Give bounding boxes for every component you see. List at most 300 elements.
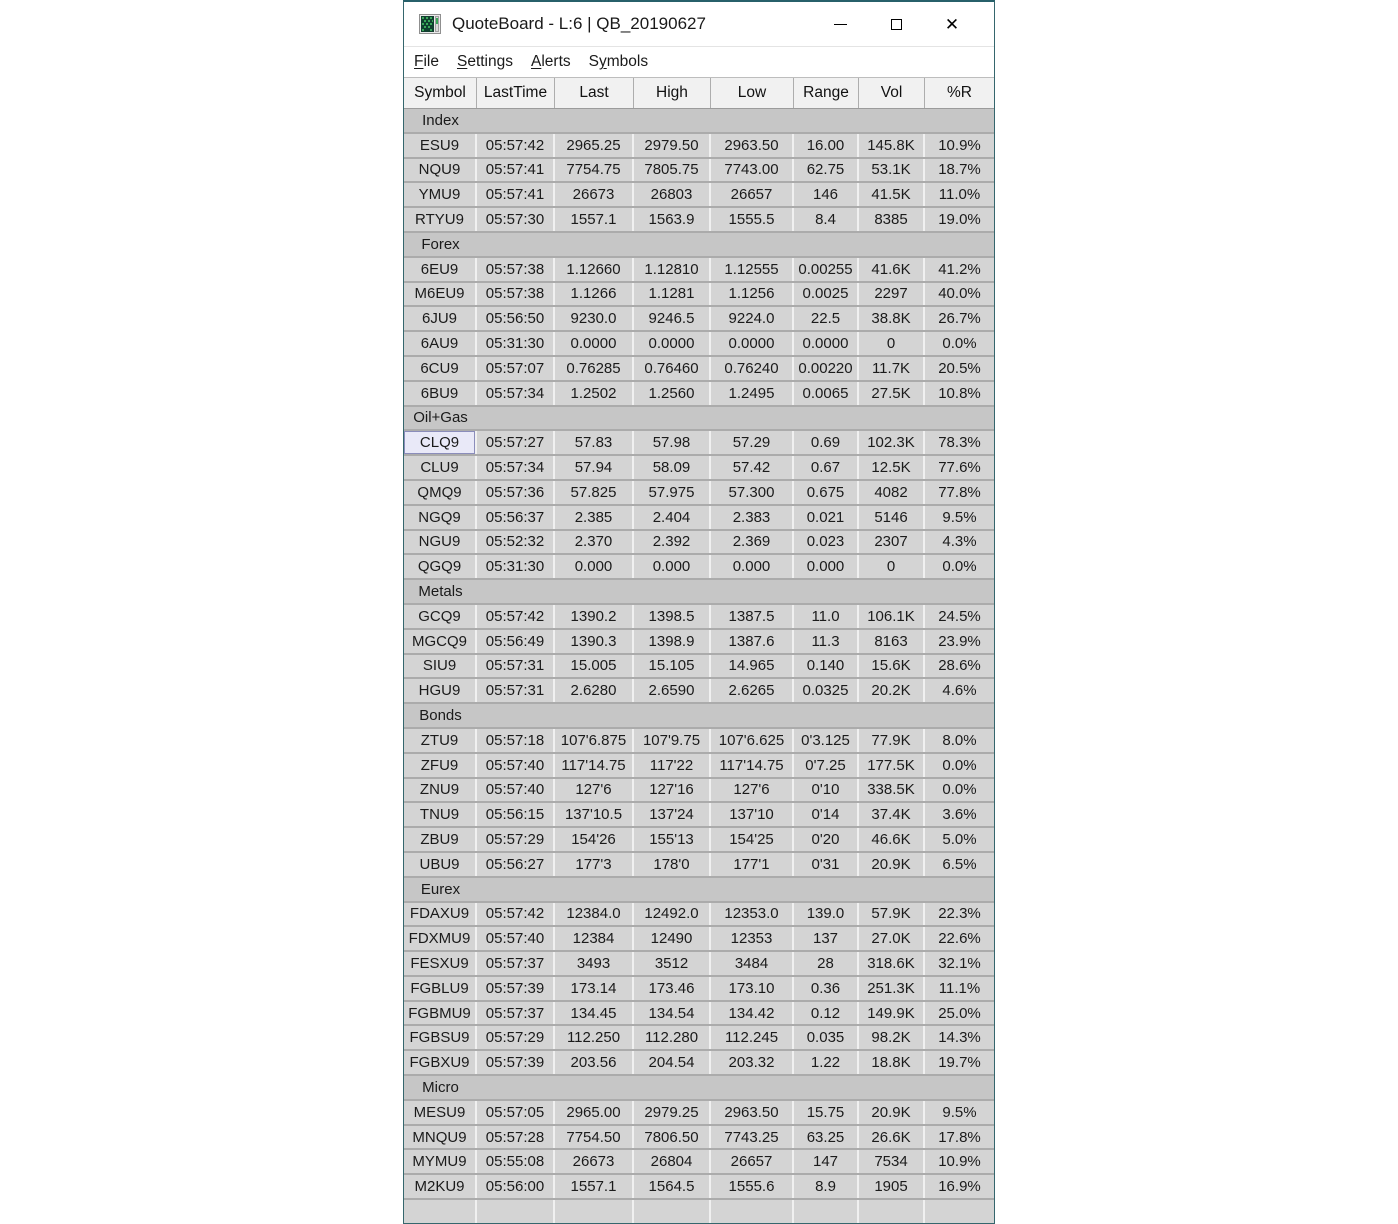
cell-last[interactable]: 112.250 <box>555 1026 632 1049</box>
cell-last[interactable]: 26673 <box>555 183 632 206</box>
empty-cell[interactable] <box>859 1200 923 1223</box>
cell-last[interactable]: 1390.3 <box>555 630 632 653</box>
symbol-cell[interactable]: MNQU9 <box>404 1126 475 1149</box>
empty-cell[interactable] <box>477 1200 553 1223</box>
cell-high[interactable]: 0.0000 <box>634 332 709 355</box>
cell-vol[interactable]: 27.5K <box>859 382 923 405</box>
cell-lasttime[interactable]: 05:57:41 <box>477 183 553 206</box>
symbol-cell[interactable]: FGBMU9 <box>404 1002 475 1025</box>
cell-range[interactable]: 0.36 <box>794 977 857 1000</box>
cell-low[interactable]: 0.0000 <box>711 332 792 355</box>
cell-last[interactable]: 57.94 <box>555 456 632 479</box>
cell-lasttime[interactable]: 05:57:18 <box>477 729 553 752</box>
symbol-cell[interactable]: 6AU9 <box>404 332 475 355</box>
cell-range[interactable]: 0.12 <box>794 1002 857 1025</box>
cell-vol[interactable]: 77.9K <box>859 729 923 752</box>
menu-item-alerts[interactable]: Alerts <box>531 53 571 70</box>
empty-cell[interactable] <box>711 1200 792 1223</box>
cell-lasttime[interactable]: 05:52:32 <box>477 531 553 554</box>
empty-cell[interactable] <box>555 1200 632 1223</box>
cell-pctr[interactable]: 9.5% <box>925 1101 994 1124</box>
cell-low[interactable]: 154'25 <box>711 828 792 851</box>
cell-low[interactable]: 12353.0 <box>711 903 792 926</box>
cell-range[interactable]: 147 <box>794 1150 857 1173</box>
cell-vol[interactable]: 1905 <box>859 1175 923 1198</box>
symbol-cell[interactable]: NGU9 <box>404 531 475 554</box>
cell-range[interactable]: 0.675 <box>794 481 857 504</box>
symbol-cell[interactable]: 6EU9 <box>404 258 475 281</box>
cell-range[interactable]: 1.22 <box>794 1051 857 1074</box>
cell-pctr[interactable]: 10.8% <box>925 382 994 405</box>
column-header-symbol[interactable]: Symbol <box>404 78 477 108</box>
column-header-range[interactable]: Range <box>794 78 859 108</box>
cell-low[interactable]: 14.965 <box>711 655 792 678</box>
cell-high[interactable]: 7805.75 <box>634 159 709 182</box>
cell-high[interactable]: 204.54 <box>634 1051 709 1074</box>
symbol-cell[interactable]: ZBU9 <box>404 828 475 851</box>
cell-last[interactable]: 57.83 <box>555 431 632 454</box>
cell-low[interactable]: 107'6.625 <box>711 729 792 752</box>
cell-low[interactable]: 1.12555 <box>711 258 792 281</box>
cell-last[interactable]: 7754.75 <box>555 159 632 182</box>
symbol-cell[interactable]: SIU9 <box>404 655 475 678</box>
symbol-cell[interactable]: QMQ9 <box>404 481 475 504</box>
cell-high[interactable]: 137'24 <box>634 803 709 826</box>
cell-last[interactable]: 137'10.5 <box>555 803 632 826</box>
cell-high[interactable]: 7806.50 <box>634 1126 709 1149</box>
cell-high[interactable]: 12492.0 <box>634 903 709 926</box>
cell-lasttime[interactable]: 05:57:29 <box>477 828 553 851</box>
cell-lasttime[interactable]: 05:57:30 <box>477 208 553 231</box>
cell-low[interactable]: 2963.50 <box>711 1101 792 1124</box>
cell-vol[interactable]: 37.4K <box>859 803 923 826</box>
cell-high[interactable]: 2.6590 <box>634 679 709 702</box>
cell-lasttime[interactable]: 05:57:39 <box>477 1051 553 1074</box>
cell-last[interactable]: 154'26 <box>555 828 632 851</box>
cell-range[interactable]: 63.25 <box>794 1126 857 1149</box>
cell-low[interactable]: 1555.5 <box>711 208 792 231</box>
cell-last[interactable]: 0.000 <box>555 555 632 578</box>
cell-vol[interactable]: 41.5K <box>859 183 923 206</box>
cell-last[interactable]: 0.0000 <box>555 332 632 355</box>
cell-lasttime[interactable]: 05:57:05 <box>477 1101 553 1124</box>
cell-vol[interactable]: 5146 <box>859 506 923 529</box>
cell-last[interactable]: 12384.0 <box>555 903 632 926</box>
cell-vol[interactable]: 53.1K <box>859 159 923 182</box>
cell-vol[interactable]: 20.9K <box>859 853 923 876</box>
cell-low[interactable]: 26657 <box>711 183 792 206</box>
cell-low[interactable]: 117'14.75 <box>711 754 792 777</box>
close-button[interactable] <box>924 2 980 46</box>
cell-range[interactable]: 0'31 <box>794 853 857 876</box>
cell-pctr[interactable]: 22.3% <box>925 903 994 926</box>
cell-low[interactable]: 57.42 <box>711 456 792 479</box>
cell-vol[interactable]: 41.6K <box>859 258 923 281</box>
cell-high[interactable]: 127'16 <box>634 779 709 802</box>
symbol-cell[interactable]: M6EU9 <box>404 283 475 306</box>
cell-vol[interactable]: 27.0K <box>859 927 923 950</box>
cell-high[interactable]: 58.09 <box>634 456 709 479</box>
cell-range[interactable]: 0.67 <box>794 456 857 479</box>
cell-pctr[interactable]: 20.5% <box>925 357 994 380</box>
cell-last[interactable]: 1557.1 <box>555 208 632 231</box>
cell-lasttime[interactable]: 05:56:27 <box>477 853 553 876</box>
cell-high[interactable]: 26803 <box>634 183 709 206</box>
cell-vol[interactable]: 46.6K <box>859 828 923 851</box>
symbol-cell[interactable]: CLU9 <box>404 456 475 479</box>
cell-lasttime[interactable]: 05:57:29 <box>477 1026 553 1049</box>
cell-lasttime[interactable]: 05:57:31 <box>477 655 553 678</box>
cell-range[interactable]: 0.023 <box>794 531 857 554</box>
cell-lasttime[interactable]: 05:56:49 <box>477 630 553 653</box>
cell-last[interactable]: 0.76285 <box>555 357 632 380</box>
cell-pctr[interactable]: 16.9% <box>925 1175 994 1198</box>
cell-lasttime[interactable]: 05:57:40 <box>477 754 553 777</box>
cell-range[interactable]: 0.021 <box>794 506 857 529</box>
empty-cell[interactable] <box>925 1200 994 1223</box>
cell-pctr[interactable]: 25.0% <box>925 1002 994 1025</box>
cell-high[interactable]: 117'22 <box>634 754 709 777</box>
cell-pctr[interactable]: 77.6% <box>925 456 994 479</box>
cell-pctr[interactable]: 24.5% <box>925 605 994 628</box>
cell-pctr[interactable]: 32.1% <box>925 952 994 975</box>
symbol-cell[interactable]: HGU9 <box>404 679 475 702</box>
symbol-cell[interactable]: QGQ9 <box>404 555 475 578</box>
cell-pctr[interactable]: 78.3% <box>925 431 994 454</box>
symbol-cell[interactable]: NGQ9 <box>404 506 475 529</box>
cell-high[interactable]: 2979.25 <box>634 1101 709 1124</box>
cell-last[interactable]: 2.6280 <box>555 679 632 702</box>
cell-pctr[interactable]: 6.5% <box>925 853 994 876</box>
cell-pctr[interactable]: 4.3% <box>925 531 994 554</box>
empty-cell[interactable] <box>794 1200 857 1223</box>
cell-vol[interactable]: 177.5K <box>859 754 923 777</box>
column-header-high[interactable]: High <box>634 78 711 108</box>
symbol-cell[interactable]: 6BU9 <box>404 382 475 405</box>
menu-item-file[interactable]: File <box>414 53 439 70</box>
cell-last[interactable]: 127'6 <box>555 779 632 802</box>
symbol-cell[interactable]: UBU9 <box>404 853 475 876</box>
symbol-cell[interactable]: FDXMU9 <box>404 927 475 950</box>
cell-vol[interactable]: 12.5K <box>859 456 923 479</box>
cell-vol[interactable]: 18.8K <box>859 1051 923 1074</box>
cell-vol[interactable]: 20.2K <box>859 679 923 702</box>
cell-pctr[interactable]: 0.0% <box>925 779 994 802</box>
symbol-cell[interactable]: ZNU9 <box>404 779 475 802</box>
cell-high[interactable]: 57.975 <box>634 481 709 504</box>
titlebar[interactable] <box>404 2 994 47</box>
cell-vol[interactable]: 145.8K <box>859 134 923 157</box>
cell-low[interactable]: 57.300 <box>711 481 792 504</box>
symbol-cell[interactable]: MGCQ9 <box>404 630 475 653</box>
cell-last[interactable]: 2965.00 <box>555 1101 632 1124</box>
cell-low[interactable]: 203.32 <box>711 1051 792 1074</box>
cell-lasttime[interactable]: 05:56:37 <box>477 506 553 529</box>
cell-vol[interactable]: 338.5K <box>859 779 923 802</box>
cell-range[interactable]: 28 <box>794 952 857 975</box>
cell-lasttime[interactable]: 05:55:08 <box>477 1150 553 1173</box>
column-header-vol[interactable]: Vol <box>859 78 925 108</box>
cell-pctr[interactable]: 17.8% <box>925 1126 994 1149</box>
cell-high[interactable]: 1.12810 <box>634 258 709 281</box>
cell-high[interactable]: 2.404 <box>634 506 709 529</box>
cell-high[interactable]: 3512 <box>634 952 709 975</box>
cell-lasttime[interactable]: 05:56:00 <box>477 1175 553 1198</box>
cell-vol[interactable]: 57.9K <box>859 903 923 926</box>
cell-lasttime[interactable]: 05:57:28 <box>477 1126 553 1149</box>
cell-high[interactable]: 2979.50 <box>634 134 709 157</box>
cell-last[interactable]: 2.385 <box>555 506 632 529</box>
cell-last[interactable]: 173.14 <box>555 977 632 1000</box>
cell-low[interactable]: 0.76240 <box>711 357 792 380</box>
symbol-cell[interactable]: RTYU9 <box>404 208 475 231</box>
cell-lasttime[interactable]: 05:57:40 <box>477 779 553 802</box>
cell-pctr[interactable]: 77.8% <box>925 481 994 504</box>
cell-vol[interactable]: 0 <box>859 555 923 578</box>
cell-last[interactable]: 12384 <box>555 927 632 950</box>
symbol-cell[interactable]: FESXU9 <box>404 952 475 975</box>
cell-low[interactable]: 57.29 <box>711 431 792 454</box>
cell-lasttime[interactable]: 05:57:27 <box>477 431 553 454</box>
cell-lasttime[interactable]: 05:57:42 <box>477 134 553 157</box>
cell-low[interactable]: 0.000 <box>711 555 792 578</box>
symbol-cell[interactable]: M2KU9 <box>404 1175 475 1198</box>
cell-last[interactable]: 107'6.875 <box>555 729 632 752</box>
cell-pctr[interactable]: 40.0% <box>925 283 994 306</box>
cell-last[interactable]: 9230.0 <box>555 307 632 330</box>
cell-low[interactable]: 2.383 <box>711 506 792 529</box>
cell-lasttime[interactable]: 05:31:30 <box>477 332 553 355</box>
cell-last[interactable]: 57.825 <box>555 481 632 504</box>
cell-vol[interactable]: 106.1K <box>859 605 923 628</box>
symbol-cell[interactable]: FDAXU9 <box>404 903 475 926</box>
cell-vol[interactable]: 251.3K <box>859 977 923 1000</box>
cell-range[interactable]: 0'7.25 <box>794 754 857 777</box>
cell-range[interactable]: 0'20 <box>794 828 857 851</box>
column-header-low[interactable]: Low <box>711 78 794 108</box>
cell-lasttime[interactable]: 05:57:34 <box>477 456 553 479</box>
symbol-cell[interactable]: ZTU9 <box>404 729 475 752</box>
cell-vol[interactable]: 318.6K <box>859 952 923 975</box>
cell-high[interactable]: 57.98 <box>634 431 709 454</box>
symbol-cell-selected[interactable]: CLQ9 <box>404 431 475 454</box>
cell-pctr[interactable]: 5.0% <box>925 828 994 851</box>
cell-high[interactable]: 0.000 <box>634 555 709 578</box>
cell-high[interactable]: 2.392 <box>634 531 709 554</box>
symbol-cell[interactable]: 6CU9 <box>404 357 475 380</box>
cell-low[interactable]: 1387.5 <box>711 605 792 628</box>
cell-range[interactable]: 139.0 <box>794 903 857 926</box>
cell-low[interactable]: 1555.6 <box>711 1175 792 1198</box>
cell-last[interactable]: 117'14.75 <box>555 754 632 777</box>
cell-pctr[interactable]: 41.2% <box>925 258 994 281</box>
cell-high[interactable]: 15.105 <box>634 655 709 678</box>
cell-range[interactable]: 0.69 <box>794 431 857 454</box>
column-header-lasttime[interactable]: LastTime <box>477 78 555 108</box>
cell-range[interactable]: 0.035 <box>794 1026 857 1049</box>
cell-pctr[interactable]: 14.3% <box>925 1026 994 1049</box>
cell-pctr[interactable]: 11.1% <box>925 977 994 1000</box>
cell-lasttime[interactable]: 05:56:50 <box>477 307 553 330</box>
cell-vol[interactable]: 102.3K <box>859 431 923 454</box>
cell-pctr[interactable]: 10.9% <box>925 134 994 157</box>
cell-high[interactable]: 178'0 <box>634 853 709 876</box>
cell-pctr[interactable]: 28.6% <box>925 655 994 678</box>
cell-lasttime[interactable]: 05:57:37 <box>477 1002 553 1025</box>
cell-last[interactable]: 2.370 <box>555 531 632 554</box>
cell-last[interactable]: 1.2502 <box>555 382 632 405</box>
cell-high[interactable]: 173.46 <box>634 977 709 1000</box>
cell-low[interactable]: 134.42 <box>711 1002 792 1025</box>
cell-pctr[interactable]: 0.0% <box>925 555 994 578</box>
cell-last[interactable]: 15.005 <box>555 655 632 678</box>
cell-low[interactable]: 1.1256 <box>711 283 792 306</box>
cell-last[interactable]: 134.45 <box>555 1002 632 1025</box>
cell-high[interactable]: 0.76460 <box>634 357 709 380</box>
cell-range[interactable]: 0.000 <box>794 555 857 578</box>
cell-range[interactable]: 0.0325 <box>794 679 857 702</box>
cell-high[interactable]: 1564.5 <box>634 1175 709 1198</box>
cell-pctr[interactable]: 0.0% <box>925 754 994 777</box>
symbol-cell[interactable]: TNU9 <box>404 803 475 826</box>
cell-vol[interactable]: 98.2K <box>859 1026 923 1049</box>
cell-pctr[interactable]: 19.0% <box>925 208 994 231</box>
cell-vol[interactable]: 15.6K <box>859 655 923 678</box>
cell-pctr[interactable]: 9.5% <box>925 506 994 529</box>
cell-range[interactable]: 16.00 <box>794 134 857 157</box>
cell-pctr[interactable]: 26.7% <box>925 307 994 330</box>
cell-pctr[interactable]: 18.7% <box>925 159 994 182</box>
cell-low[interactable]: 173.10 <box>711 977 792 1000</box>
cell-last[interactable]: 1.1266 <box>555 283 632 306</box>
menu-item-symbols[interactable]: Symbols <box>588 53 649 70</box>
cell-pctr[interactable]: 0.0% <box>925 332 994 355</box>
cell-lasttime[interactable]: 05:57:42 <box>477 605 553 628</box>
cell-lasttime[interactable]: 05:56:15 <box>477 803 553 826</box>
symbol-cell[interactable]: FGBXU9 <box>404 1051 475 1074</box>
symbol-cell[interactable]: FGBLU9 <box>404 977 475 1000</box>
symbol-cell[interactable]: MESU9 <box>404 1101 475 1124</box>
cell-vol[interactable]: 8163 <box>859 630 923 653</box>
cell-low[interactable]: 2.6265 <box>711 679 792 702</box>
cell-range[interactable]: 0.00255 <box>794 258 857 281</box>
column-header-last[interactable]: Last <box>555 78 634 108</box>
cell-pctr[interactable]: 11.0% <box>925 183 994 206</box>
cell-low[interactable]: 7743.25 <box>711 1126 792 1149</box>
cell-range[interactable]: 0.0025 <box>794 283 857 306</box>
cell-low[interactable]: 1.2495 <box>711 382 792 405</box>
cell-vol[interactable]: 20.9K <box>859 1101 923 1124</box>
cell-pctr[interactable]: 23.9% <box>925 630 994 653</box>
cell-last[interactable]: 7754.50 <box>555 1126 632 1149</box>
cell-high[interactable]: 1.1281 <box>634 283 709 306</box>
cell-last[interactable]: 203.56 <box>555 1051 632 1074</box>
cell-range[interactable]: 11.3 <box>794 630 857 653</box>
cell-lasttime[interactable]: 05:57:38 <box>477 258 553 281</box>
cell-high[interactable]: 112.280 <box>634 1026 709 1049</box>
cell-low[interactable]: 9224.0 <box>711 307 792 330</box>
cell-range[interactable]: 62.75 <box>794 159 857 182</box>
cell-lasttime[interactable]: 05:57:31 <box>477 679 553 702</box>
cell-vol[interactable]: 11.7K <box>859 357 923 380</box>
cell-high[interactable]: 155'13 <box>634 828 709 851</box>
cell-low[interactable]: 3484 <box>711 952 792 975</box>
cell-pctr[interactable]: 10.9% <box>925 1150 994 1173</box>
cell-pctr[interactable]: 8.0% <box>925 729 994 752</box>
cell-low[interactable]: 137'10 <box>711 803 792 826</box>
cell-low[interactable]: 7743.00 <box>711 159 792 182</box>
cell-high[interactable]: 1.2560 <box>634 382 709 405</box>
cell-high[interactable]: 1398.5 <box>634 605 709 628</box>
cell-range[interactable]: 0'14 <box>794 803 857 826</box>
cell-last[interactable]: 2965.25 <box>555 134 632 157</box>
cell-lasttime[interactable]: 05:57:36 <box>477 481 553 504</box>
cell-range[interactable]: 22.5 <box>794 307 857 330</box>
symbol-cell[interactable]: FGBSU9 <box>404 1026 475 1049</box>
empty-cell[interactable] <box>634 1200 709 1223</box>
cell-lasttime[interactable]: 05:31:30 <box>477 555 553 578</box>
cell-vol[interactable]: 26.6K <box>859 1126 923 1149</box>
cell-range[interactable]: 8.9 <box>794 1175 857 1198</box>
cell-range[interactable]: 0.0065 <box>794 382 857 405</box>
symbol-cell[interactable]: MYMU9 <box>404 1150 475 1173</box>
cell-vol[interactable]: 2307 <box>859 531 923 554</box>
cell-pctr[interactable]: 19.7% <box>925 1051 994 1074</box>
symbol-cell[interactable]: ZFU9 <box>404 754 475 777</box>
cell-range[interactable]: 0.140 <box>794 655 857 678</box>
cell-range[interactable]: 0'10 <box>794 779 857 802</box>
cell-low[interactable]: 112.245 <box>711 1026 792 1049</box>
cell-lasttime[interactable]: 05:57:07 <box>477 357 553 380</box>
cell-range[interactable]: 11.0 <box>794 605 857 628</box>
cell-vol[interactable]: 38.8K <box>859 307 923 330</box>
cell-range[interactable]: 146 <box>794 183 857 206</box>
cell-high[interactable]: 134.54 <box>634 1002 709 1025</box>
cell-high[interactable]: 107'9.75 <box>634 729 709 752</box>
cell-vol[interactable]: 7534 <box>859 1150 923 1173</box>
cell-last[interactable]: 1557.1 <box>555 1175 632 1198</box>
cell-range[interactable]: 0.00220 <box>794 357 857 380</box>
cell-last[interactable]: 177'3 <box>555 853 632 876</box>
cell-high[interactable]: 9246.5 <box>634 307 709 330</box>
cell-pctr[interactable]: 3.6% <box>925 803 994 826</box>
cell-lasttime[interactable]: 05:57:37 <box>477 952 553 975</box>
maximize-button[interactable] <box>868 2 924 46</box>
symbol-cell[interactable]: YMU9 <box>404 183 475 206</box>
cell-low[interactable]: 1387.6 <box>711 630 792 653</box>
cell-low[interactable]: 127'6 <box>711 779 792 802</box>
cell-last[interactable]: 1.12660 <box>555 258 632 281</box>
cell-last[interactable]: 3493 <box>555 952 632 975</box>
cell-lasttime[interactable]: 05:57:34 <box>477 382 553 405</box>
cell-vol[interactable]: 4082 <box>859 481 923 504</box>
cell-lasttime[interactable]: 05:57:39 <box>477 977 553 1000</box>
cell-low[interactable]: 177'1 <box>711 853 792 876</box>
cell-pctr[interactable]: 4.6% <box>925 679 994 702</box>
cell-low[interactable]: 2.369 <box>711 531 792 554</box>
cell-lasttime[interactable]: 05:57:41 <box>477 159 553 182</box>
empty-cell[interactable] <box>404 1200 475 1223</box>
cell-lasttime[interactable]: 05:57:40 <box>477 927 553 950</box>
cell-vol[interactable]: 8385 <box>859 208 923 231</box>
cell-low[interactable]: 12353 <box>711 927 792 950</box>
cell-range[interactable]: 15.75 <box>794 1101 857 1124</box>
cell-high[interactable]: 26804 <box>634 1150 709 1173</box>
cell-range[interactable]: 8.4 <box>794 208 857 231</box>
cell-low[interactable]: 26657 <box>711 1150 792 1173</box>
column-header-pctr[interactable]: %R <box>947 84 972 101</box>
cell-pctr[interactable]: 22.6% <box>925 927 994 950</box>
